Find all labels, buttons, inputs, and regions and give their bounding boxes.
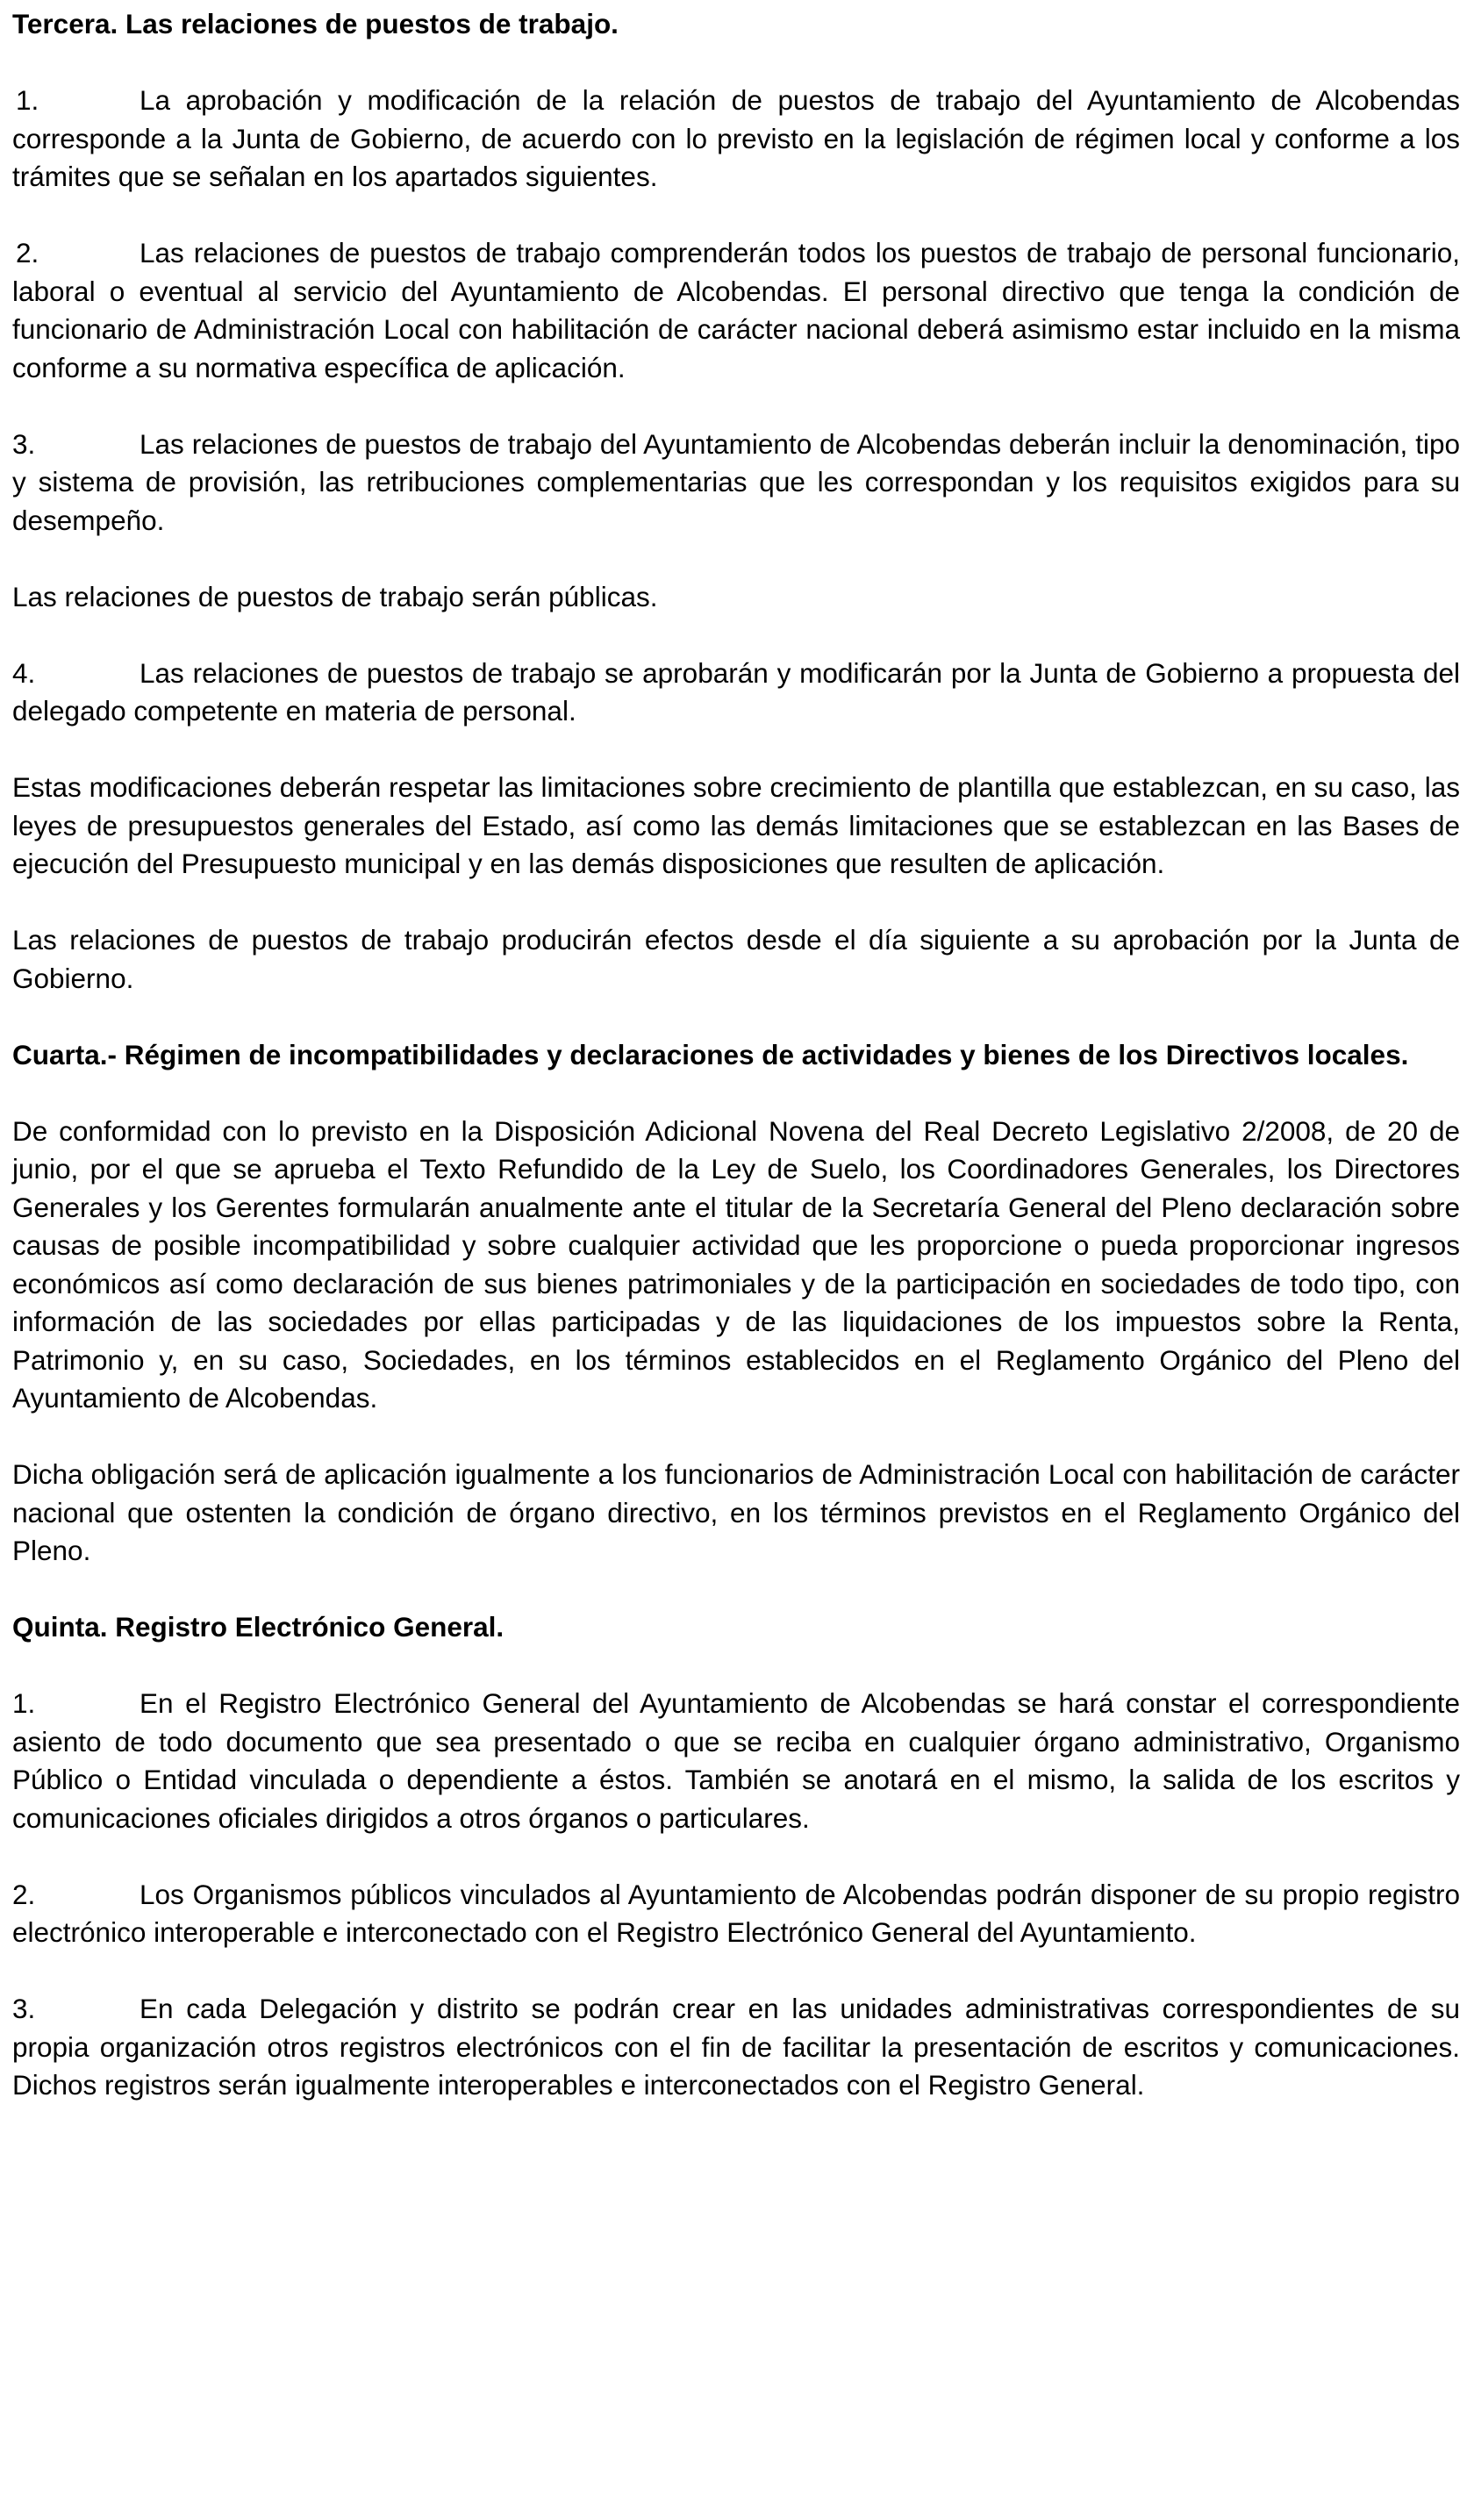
paragraph <box>12 655 1460 731</box>
paragraph-text: Las relaciones de puestos de trabajo se aprobarán y modificarán por la Junta de Gobierno a propuesta del delegado competente en materia de personal. <box>12 656 1460 727</box>
paragraph: Las relaciones de puestos de trabajo serán públicas. <box>12 580 658 612</box>
paragraph-text: La aprobación y modificación de la relación de puestos de trabajo del Ayuntamiento de Alcobendas corresponde a la Junta de Gobierno, de acuerdo con lo previsto en la legislación de régimen local y conforme a los trámites que se señalan en los apartados siguientes. <box>12 84 1460 192</box>
paragraph: Las relaciones de puestos de trabajo producirán efectos desde el día siguiente a su aprobación por la Junta de Gobierno. <box>12 924 1460 994</box>
section-heading-quinta: Quinta. Registro Electrónico General. <box>12 1611 504 1643</box>
paragraph-number: 2. <box>12 1878 36 1910</box>
paragraph <box>12 1685 1460 1837</box>
paragraph: De conformidad con lo previsto en la Disposición Adicional Novena del Real Decreto Legislativo 2/2008, de 20 de junio, por el que se aprueba el Texto Refundido de la Ley de Suelo, los Coordinadores Generales, los Directores Generales y los Gerentes formularán anualmente ante el titular de la Secretaría General del Pleno declaración sobre causas de posible incompatibilidad y sobre cualquier actividad que les proporcione o pueda proporcionar ingresos económicos así como declaración de sus bienes patrimoniales y de la participación en sociedades de todo tipo, con información de las sociedades por ellas participadas y de las liquidaciones de los impuestos sobre la Renta, Patrimonio y, en su caso, Sociedades, en los términos establecidos en el Reglamento Orgánico del Pleno del Ayuntamiento de Alcobendas. <box>12 1114 1460 1414</box>
paragraph <box>12 1876 1460 1952</box>
section-heading-tercera: Tercera. Las relaciones de puestos de trabajo. <box>12 8 619 39</box>
paragraph <box>12 82 1460 197</box>
paragraph-text: Las relaciones de puestos de trabajo del Ayuntamiento de Alcobendas deberán incluir la denominación, tipo y sistema de provisión, las retribuciones complementarias que les correspondan y los requisitos exigidos para su desempeño. <box>12 427 1460 536</box>
section-heading-cuarta: Cuarta.- Régimen de incompatibilidades y declaraciones de actividades y bienes de los Directivos locales. <box>12 1038 1409 1070</box>
paragraph-number: 1. <box>12 1687 36 1719</box>
paragraph-number: 2. <box>16 237 39 268</box>
paragraph: Dicha obligación será de aplicación igualmente a los funcionarios de Administración Local con habilitación de carácter nacional que ostenten la condición de órgano directivo, en los términos previstos en el Reglamento Orgánico del Pleno. <box>12 1458 1460 1566</box>
paragraph-text: En cada Delegación y distrito se podrán crear en las unidades administrativas correspondientes de su propia organización otros registros electrónicos con el fin de facilitar la presentación de escritos y comunicaciones. Dichos registros serán igualmente interoperables e interconectados con el Registro General. <box>12 1993 1460 2101</box>
paragraph-number: 4. <box>12 656 36 689</box>
paragraph <box>12 1990 1460 2105</box>
paragraph-text: Los Organismos públicos vinculados al Ayuntamiento de Alcobendas podrán disponer de su propio registro electrónico interoperable e interconectado con el Registro Electrónico General del Ayuntamiento. <box>12 1878 1460 1948</box>
paragraph-text: Las relaciones de puestos de trabajo comprenderán todos los puestos de trabajo de personal funcionario, laboral o eventual al servicio del Ayuntamiento de Alcobendas. El personal directivo que tenga la condición de funcionario de Administración Local con habilitación de carácter nacional deberá asimismo estar incluido en la misma conforme a su normativa específica de aplicación. <box>12 237 1460 383</box>
paragraph-number: 1. <box>16 84 39 116</box>
paragraph-number: 3. <box>12 427 36 460</box>
paragraph-text: En el Registro Electrónico General del Ayuntamiento de Alcobendas se hará constar el correspondiente asiento de todo documento que sea presentado o que se reciba en cualquier órgano administrativo, Organismo Público o Entidad vinculada o dependiente a éstos. También se anotará en el mismo, la salida de los escritos y comunicaciones oficiales dirigidos a otros órganos o particulares. <box>12 1687 1460 1834</box>
paragraph-number: 3. <box>12 1993 36 2024</box>
paragraph <box>12 234 1460 387</box>
paragraph <box>12 426 1460 541</box>
paragraph: Estas modificaciones deberán respetar las limitaciones sobre crecimiento de plantilla que establezcan, en su caso, las leyes de presupuestos generales del Estado, así como las demás limitaciones que se establezcan en las Bases de ejecución del Presupuesto municipal y en las demás disposiciones que resulten de aplicación. <box>12 771 1460 879</box>
